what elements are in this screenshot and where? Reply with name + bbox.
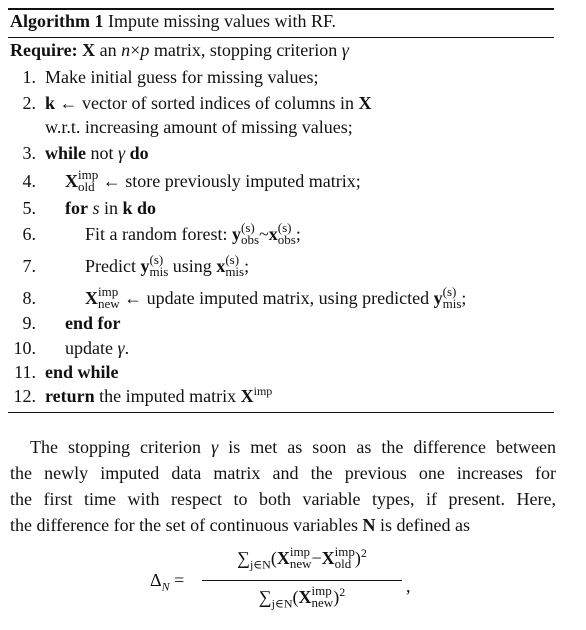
delta-formula (150, 544, 440, 618)
bottom-rule (8, 412, 554, 413)
top-rule (8, 8, 554, 10)
algorithm-page: Algorithm 1 Impute missing values with RF. Require: X an n×p matrix, stopping criterion γ 1. Make initial guess for missing values; 2. k ← vector of sorted indices of columns in X w.r.t. increasing amount of missing values; 3. while not γ do 4. X imp old ← store previously imputed matrix; 5. for s in k do 6. Fit a random forest: y (s) obs ~x (s) obs ; 7. Predict y (s) mis using x (s) mis ; 8. X imp new ← update imputed matrix, using predicted y (s) mis ; 9. end for 10. update γ. 11. end while 12. return the imputed matrix $X^{imp}$ The stopping criterion γ is met as soon as the difference between the newly imputed data matrix and the previous one increases for the first time with respect to both variable types, if present. Here, the difference for the set of continuous variables N is defined as $\Delta_N$ = $\sum_{j\in N}(X$ imp new −X imp old )$^2$ $\sum_{j\in N}(X$ imp new )$^2$ , (0, 0, 586, 630)
formula-lhs: $\Delta_N$ = (150, 570, 185, 594)
fraction-bar (202, 580, 402, 581)
algorithm-title (10, 11, 336, 32)
algorithm-caption: Impute missing values with RF. (108, 11, 337, 31)
formula-numerator: $\sum_{j\in N}(X$ imp new −X imp old )$^2$ (237, 544, 367, 572)
title-rule (8, 37, 554, 38)
formula-fraction (202, 544, 402, 615)
require-line: Require: X an n×p matrix, stopping criterion γ (10, 40, 349, 60)
body-paragraph: The stopping criterion γ is met as soon as the difference between the newly imputed data matrix and the previous one increases for the first time with respect to both variable types, if present. Here, the difference for the set of continuous variables N is defined as (10, 437, 557, 535)
formula-comma: , (406, 576, 411, 596)
formula-denominator: $\sum_{j\in N}(X$ imp new )$^2$ (258, 583, 346, 611)
algorithm-label: Algorithm 1 (10, 11, 104, 31)
